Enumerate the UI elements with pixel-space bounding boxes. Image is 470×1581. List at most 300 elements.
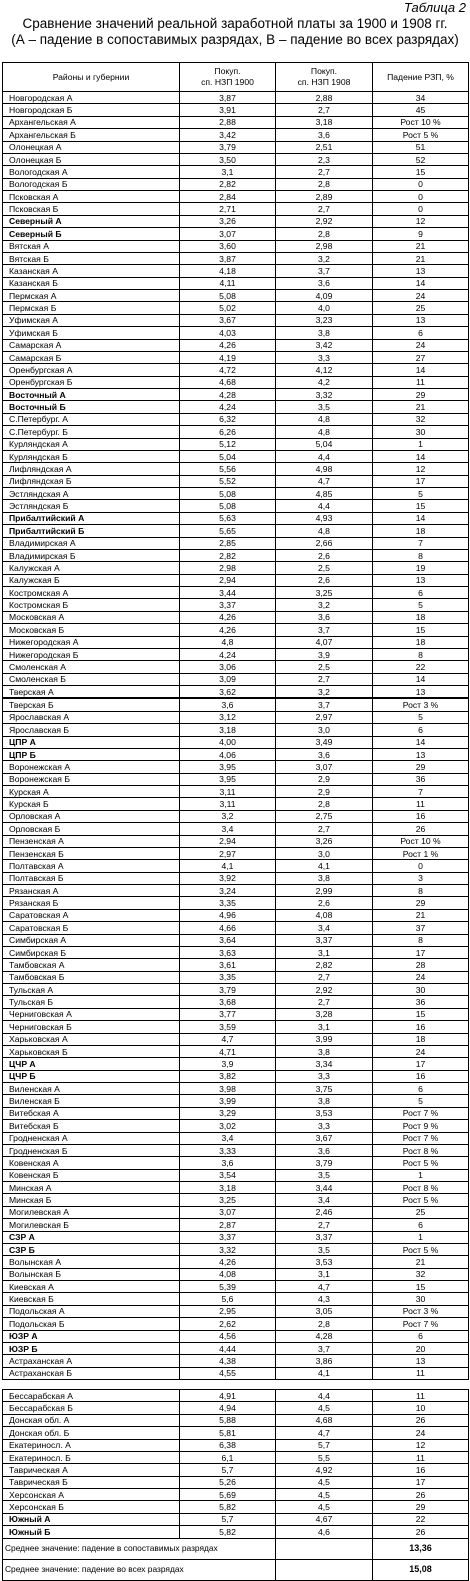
cell-basket-1900: 2,85 [180, 537, 276, 549]
cell-basket-1908: 2,6 [276, 897, 373, 909]
cell-basket-1908: 2,7 [276, 104, 373, 116]
cell-region: С.Петербург. А [3, 413, 180, 425]
cell-region: Московская А [3, 611, 180, 623]
cell-basket-1900: 6,26 [180, 426, 276, 438]
cell-wage-decline: 18 [373, 1033, 469, 1045]
table-row [3, 1231, 469, 1243]
table-row [3, 1206, 469, 1218]
cell-wage-decline: 9 [373, 228, 469, 240]
cell-basket-1900: 3,33 [180, 1144, 276, 1156]
cell-basket-1900: 5,26 [180, 1476, 276, 1488]
cell-region: Саратовская А [3, 909, 180, 921]
table-row [3, 141, 469, 153]
cell-basket-1900: 3,4 [180, 1132, 276, 1144]
cell-wage-decline: 11 [373, 376, 469, 388]
cell-basket-1908: 3,0 [276, 724, 373, 736]
cell-region: Черниговская Б [3, 1021, 180, 1033]
cell-basket-1900: 4,72 [180, 364, 276, 376]
cell-region: Курляндская Б [3, 450, 180, 462]
cell-basket-1900: 4,26 [180, 1256, 276, 1268]
cell-basket-1900: 3,92 [180, 872, 276, 884]
cell-basket-1900: 4,91 [180, 1390, 276, 1402]
cell-wage-decline: 32 [373, 413, 469, 425]
table-row [3, 661, 469, 673]
cell-wage-decline: 15 [373, 624, 469, 636]
cell-wage-decline: 21 [373, 1256, 469, 1268]
cell-basket-1908: 4,0 [276, 302, 373, 314]
cell-wage-decline: 29 [373, 897, 469, 909]
cell-region: Нижегородская А [3, 636, 180, 648]
table-gap-row [3, 1380, 469, 1390]
table-row [3, 1021, 469, 1033]
cell-basket-1900: 4,94 [180, 1402, 276, 1414]
cell-region: Екатериносл. Б [3, 1451, 180, 1463]
table-row [3, 1293, 469, 1305]
cell-region: Ковенская А [3, 1157, 180, 1169]
cell-region: СЗР Б [3, 1243, 180, 1255]
cell-basket-1900: 3,87 [180, 252, 276, 264]
table-row [3, 1489, 469, 1501]
cell-wage-decline: Рост 10 % [373, 116, 469, 128]
table-number-label: Таблица 2 [403, 0, 466, 15]
cell-basket-1900: 3,09 [180, 673, 276, 685]
table-row [3, 562, 469, 574]
cell-basket-1908: 3,7 [276, 698, 373, 711]
cell-basket-1900: 4,00 [180, 736, 276, 748]
cell-region: Ярославская А [3, 711, 180, 723]
cell-basket-1908: 4,3 [276, 1293, 373, 1305]
table-row [3, 1194, 469, 1206]
cell-wage-decline: Рост 7 % [373, 1132, 469, 1144]
cell-basket-1900: 3,67 [180, 314, 276, 326]
table-row [3, 1008, 469, 1020]
cell-basket-1900: 5,88 [180, 1414, 276, 1426]
cell-basket-1908: 2,82 [276, 959, 373, 971]
cell-region: Псковская Б [3, 203, 180, 215]
cell-region: Екатериносл. А [3, 1439, 180, 1451]
cell-basket-1900: 6,38 [180, 1439, 276, 1451]
cell-basket-1900: 3,11 [180, 798, 276, 810]
table-row [3, 773, 469, 785]
cell-region: ЮЗР А [3, 1330, 180, 1342]
table-row [3, 525, 469, 537]
table-row [3, 537, 469, 549]
table-row [3, 599, 469, 611]
cell-wage-decline: Рост 5 % [373, 1194, 469, 1206]
cell-basket-1900: 3,62 [180, 686, 276, 699]
cell-basket-1900: 5,56 [180, 463, 276, 475]
cell-wage-decline: 14 [373, 673, 469, 685]
cell-basket-1908: 3,3 [276, 351, 373, 363]
table-row [3, 698, 469, 711]
cell-region: Эстляндская А [3, 488, 180, 500]
table-row [3, 761, 469, 773]
title-line-1: Сравнение значений реальной заработной платы за 1900 и 1908 гг. [22, 16, 448, 31]
cell-basket-1908: 3,8 [276, 1045, 373, 1057]
table-row [3, 823, 469, 835]
cell-basket-1908: 3,25 [276, 587, 373, 599]
table-row [3, 215, 469, 227]
table-row [3, 860, 469, 872]
summary-row-a [3, 1538, 469, 1559]
cell-region: Южный Б [3, 1526, 180, 1538]
cell-region: Орловская Б [3, 823, 180, 835]
cell-wage-decline: 29 [373, 389, 469, 401]
cell-region: Псковская А [3, 191, 180, 203]
cell-basket-1900: 3,59 [180, 1021, 276, 1033]
cell-wage-decline: Рост 3 % [373, 1305, 469, 1317]
cell-wage-decline: 14 [373, 450, 469, 462]
cell-wage-decline: 6 [373, 1330, 469, 1342]
cell-region: ЦПР Б [3, 748, 180, 760]
table-row [3, 277, 469, 289]
cell-region: Астраханская А [3, 1355, 180, 1367]
cell-wage-decline: Рост 5 % [373, 1243, 469, 1255]
cell-basket-1900: 3,99 [180, 1095, 276, 1107]
cell-wage-decline: 17 [373, 946, 469, 958]
cell-region: Курляндская А [3, 438, 180, 450]
cell-wage-decline: 8 [373, 648, 469, 660]
cell-region: Виленская Б [3, 1095, 180, 1107]
cell-region: Тверская Б [3, 698, 180, 711]
table-row [3, 389, 469, 401]
cell-region: Калужская Б [3, 574, 180, 586]
cell-basket-1908: 2,75 [276, 810, 373, 822]
cell-region: Харьковская Б [3, 1045, 180, 1057]
cell-wage-decline: 14 [373, 736, 469, 748]
cell-basket-1900: 5,04 [180, 450, 276, 462]
table-row [3, 290, 469, 302]
header-wage-decline: Падение РЗП, % [373, 63, 469, 92]
cell-basket-1908: 3,8 [276, 1095, 373, 1107]
cell-basket-1900: 2,94 [180, 574, 276, 586]
cell-basket-1908: 4,98 [276, 463, 373, 475]
cell-wage-decline: 11 [373, 1367, 469, 1379]
cell-basket-1908: 4,12 [276, 364, 373, 376]
table-row [3, 364, 469, 376]
cell-basket-1908: 4,85 [276, 488, 373, 500]
cell-region: Владимирская Б [3, 549, 180, 561]
cell-basket-1900: 3,95 [180, 761, 276, 773]
cell-basket-1900: 5,12 [180, 438, 276, 450]
cell-region: Волынская А [3, 1256, 180, 1268]
cell-basket-1908: 3,07 [276, 761, 373, 773]
cell-basket-1900: 3,44 [180, 587, 276, 599]
cell-region: Таврическая А [3, 1464, 180, 1476]
table-row [3, 1501, 469, 1513]
cell-region: Казанская Б [3, 277, 180, 289]
cell-region: Симбирская А [3, 934, 180, 946]
cell-region: Калужская А [3, 562, 180, 574]
cell-wage-decline: 27 [373, 351, 469, 363]
cell-region: Нижегородская Б [3, 648, 180, 660]
table-row [3, 1268, 469, 1280]
cell-basket-1908: 2,7 [276, 673, 373, 685]
table-row [3, 748, 469, 760]
table-row [3, 450, 469, 462]
cell-region: Симбирская Б [3, 946, 180, 958]
cell-basket-1900: 3,06 [180, 661, 276, 673]
summary-value-b: 15,08 [373, 1559, 469, 1580]
table-row [3, 438, 469, 450]
table-title [2, 16, 468, 48]
cell-wage-decline: 25 [373, 1206, 469, 1218]
summary-label-b: Среднее значение: падение во всех разрядах [3, 1559, 276, 1580]
cell-wage-decline: 3 [373, 872, 469, 884]
cell-basket-1900: 5,7 [180, 1464, 276, 1476]
cell-region: Бессарабская А [3, 1390, 180, 1402]
cell-basket-1900: 2,98 [180, 562, 276, 574]
cell-basket-1908: 3,23 [276, 314, 373, 326]
table-row [3, 252, 469, 264]
cell-basket-1900: 5,6 [180, 1293, 276, 1305]
table-row [3, 1342, 469, 1354]
cell-basket-1900: 3,54 [180, 1169, 276, 1181]
cell-wage-decline: 26 [373, 1489, 469, 1501]
table-body [3, 92, 469, 1581]
table-row [3, 934, 469, 946]
table-row [3, 351, 469, 363]
cell-basket-1900: 3,4 [180, 823, 276, 835]
cell-wage-decline: 14 [373, 277, 469, 289]
cell-basket-1900: 4,26 [180, 339, 276, 351]
cell-wage-decline: 30 [373, 426, 469, 438]
cell-basket-1900: 4,19 [180, 351, 276, 363]
cell-region: Воронежская Б [3, 773, 180, 785]
cell-basket-1900: 5,65 [180, 525, 276, 537]
table-row [3, 1144, 469, 1156]
cell-basket-1900: 3,98 [180, 1083, 276, 1095]
table-row [3, 203, 469, 215]
cell-region: Рязанская Б [3, 897, 180, 909]
cell-basket-1908: 3,1 [276, 946, 373, 958]
cell-region: Олонецкая А [3, 141, 180, 153]
cell-basket-1908: 3,4 [276, 1194, 373, 1206]
cell-region: Северный Б [3, 228, 180, 240]
cell-region: Минская Б [3, 1194, 180, 1206]
cell-region: Саратовская Б [3, 922, 180, 934]
cell-wage-decline: 1 [373, 438, 469, 450]
cell-region: Гродненская А [3, 1132, 180, 1144]
table-row [3, 1513, 469, 1525]
table-row [3, 736, 469, 748]
cell-region: Вологодская А [3, 166, 180, 178]
cell-basket-1900: 5,08 [180, 500, 276, 512]
table-row [3, 314, 469, 326]
cell-basket-1908: 2,3 [276, 153, 373, 165]
cell-wage-decline: 24 [373, 290, 469, 302]
table-row [3, 624, 469, 636]
cell-basket-1908: 2,7 [276, 996, 373, 1008]
cell-basket-1900: 4,26 [180, 611, 276, 623]
cell-basket-1900: 2,87 [180, 1219, 276, 1231]
cell-basket-1900: 3,18 [180, 724, 276, 736]
cell-basket-1908: 4,7 [276, 1281, 373, 1293]
cell-basket-1900: 3,35 [180, 897, 276, 909]
cell-region: Олонецкая Б [3, 153, 180, 165]
table-row [3, 798, 469, 810]
cell-region: Архангельская Б [3, 129, 180, 141]
cell-wage-decline: 15 [373, 1008, 469, 1020]
cell-wage-decline: Рост 8 % [373, 1144, 469, 1156]
cell-basket-1908: 3,8 [276, 327, 373, 339]
header-basket-1908 [276, 63, 373, 92]
cell-basket-1900: 3,60 [180, 240, 276, 252]
cell-basket-1908: 3,6 [276, 748, 373, 760]
cell-basket-1900: 3,26 [180, 215, 276, 227]
cell-basket-1908: 2,7 [276, 823, 373, 835]
cell-wage-decline: Рост 5 % [373, 1157, 469, 1169]
cell-basket-1900: 3,82 [180, 1070, 276, 1082]
cell-region: ЦЧР Б [3, 1070, 180, 1082]
cell-region: Оренбургская Б [3, 376, 180, 388]
cell-region: Эстляндская Б [3, 500, 180, 512]
cell-basket-1900: 3,1 [180, 166, 276, 178]
cell-basket-1908: 2,89 [276, 191, 373, 203]
cell-wage-decline: 7 [373, 537, 469, 549]
cell-basket-1908: 4,5 [276, 1476, 373, 1488]
cell-wage-decline: 13 [373, 748, 469, 760]
table-row [3, 500, 469, 512]
header-basket-1908-l1: Покуп. [310, 66, 338, 76]
cell-wage-decline: 0 [373, 191, 469, 203]
cell-wage-decline: 16 [373, 1464, 469, 1476]
cell-basket-1900: 3,77 [180, 1008, 276, 1020]
cell-basket-1900: 4,24 [180, 648, 276, 660]
table-row [3, 1281, 469, 1293]
table-row [3, 302, 469, 314]
cell-wage-decline: 21 [373, 909, 469, 921]
table-row [3, 673, 469, 685]
cell-basket-1900: 3,68 [180, 996, 276, 1008]
cell-wage-decline: 6 [373, 587, 469, 599]
cell-basket-1908: 3,26 [276, 835, 373, 847]
cell-region: Оренбургская А [3, 364, 180, 376]
cell-region: Ковенская Б [3, 1169, 180, 1181]
table-row [3, 711, 469, 723]
cell-region: Тамбовская А [3, 959, 180, 971]
cell-basket-1900: 4,1 [180, 860, 276, 872]
cell-region: Волынская Б [3, 1268, 180, 1280]
cell-basket-1900: 4,28 [180, 389, 276, 401]
cell-basket-1900: 2,95 [180, 1305, 276, 1317]
cell-region: Таврическая Б [3, 1476, 180, 1488]
cell-wage-decline: 34 [373, 92, 469, 104]
summary-label-a: Среднее значение: падение в сопоставимых разрядах [3, 1538, 276, 1559]
cell-basket-1900: 4,56 [180, 1330, 276, 1342]
cell-basket-1900: 3,79 [180, 141, 276, 153]
cell-region: Киевская А [3, 1281, 180, 1293]
cell-basket-1900: 4,7 [180, 1033, 276, 1045]
cell-basket-1900: 4,55 [180, 1367, 276, 1379]
table-row [3, 574, 469, 586]
cell-region: СЗР А [3, 1231, 180, 1243]
cell-basket-1900: 5,08 [180, 290, 276, 302]
cell-wage-decline: 12 [373, 215, 469, 227]
cell-wage-decline: 36 [373, 773, 469, 785]
cell-region: Тульская А [3, 984, 180, 996]
cell-region: Харьковская А [3, 1033, 180, 1045]
cell-region: Минская А [3, 1182, 180, 1194]
cell-basket-1908: 4,4 [276, 1390, 373, 1402]
cell-region: Витебская Б [3, 1120, 180, 1132]
cell-wage-decline: 15 [373, 166, 469, 178]
cell-basket-1908: 3,67 [276, 1132, 373, 1144]
cell-wage-decline: 5 [373, 711, 469, 723]
cell-wage-decline: 11 [373, 1390, 469, 1402]
cell-basket-1908: 4,5 [276, 1402, 373, 1414]
cell-wage-decline: 17 [373, 1476, 469, 1488]
cell-basket-1900: 5,52 [180, 475, 276, 487]
cell-basket-1908: 2,98 [276, 240, 373, 252]
cell-wage-decline: 24 [373, 1045, 469, 1057]
table-row [3, 810, 469, 822]
cell-wage-decline: 6 [373, 724, 469, 736]
cell-region: Новгородская А [3, 92, 180, 104]
table-row [3, 686, 469, 699]
cell-wage-decline: 0 [373, 860, 469, 872]
summary-value-a: 13,36 [373, 1538, 469, 1559]
cell-region: Воронежская А [3, 761, 180, 773]
title-line-2: (А – падение в сопоставимых разрядах, В – падение во всех разрядах) [11, 32, 459, 47]
table-row [3, 1095, 469, 1107]
cell-region: Херсонская А [3, 1489, 180, 1501]
cell-wage-decline: 36 [373, 996, 469, 1008]
cell-basket-1900: 5,82 [180, 1526, 276, 1538]
cell-wage-decline: 11 [373, 1451, 469, 1463]
cell-basket-1900: 3,12 [180, 711, 276, 723]
cell-basket-1900: 3,18 [180, 1182, 276, 1194]
cell-wage-decline: 17 [373, 1058, 469, 1070]
cell-wage-decline: 6 [373, 1083, 469, 1095]
cell-basket-1900: 5,39 [180, 1281, 276, 1293]
cell-wage-decline: 24 [373, 1427, 469, 1439]
table-row [3, 549, 469, 561]
table-row [3, 1330, 469, 1342]
cell-basket-1900: 2,82 [180, 178, 276, 190]
cell-wage-decline: 6 [373, 327, 469, 339]
cell-wage-decline: 22 [373, 1513, 469, 1525]
cell-wage-decline: 13 [373, 1355, 469, 1367]
cell-basket-1908: 3,2 [276, 252, 373, 264]
cell-wage-decline: 5 [373, 599, 469, 611]
cell-wage-decline: 8 [373, 549, 469, 561]
cell-basket-1900: 5,82 [180, 1501, 276, 1513]
table-row [3, 1243, 469, 1255]
table-row [3, 996, 469, 1008]
cell-basket-1908: 4,5 [276, 1501, 373, 1513]
cell-region: Тульская Б [3, 996, 180, 1008]
cell-basket-1908: 2,9 [276, 786, 373, 798]
cell-region: Могилевская Б [3, 1219, 180, 1231]
table-row [3, 1367, 469, 1379]
cell-region: Уфимская Б [3, 327, 180, 339]
cell-basket-1900: 3,95 [180, 773, 276, 785]
table-row [3, 897, 469, 909]
cell-basket-1900: 4,96 [180, 909, 276, 921]
cell-basket-1900: 6,32 [180, 413, 276, 425]
table-row [3, 636, 469, 648]
cell-basket-1900: 2,94 [180, 835, 276, 847]
cell-wage-decline: 26 [373, 1414, 469, 1426]
cell-region: Херсонская Б [3, 1501, 180, 1513]
cell-region: Астраханская Б [3, 1367, 180, 1379]
table-row [3, 971, 469, 983]
table-row [3, 835, 469, 847]
cell-basket-1908: 3,1 [276, 1268, 373, 1280]
cell-wage-decline: 29 [373, 1501, 469, 1513]
cell-basket-1908: 3,99 [276, 1033, 373, 1045]
